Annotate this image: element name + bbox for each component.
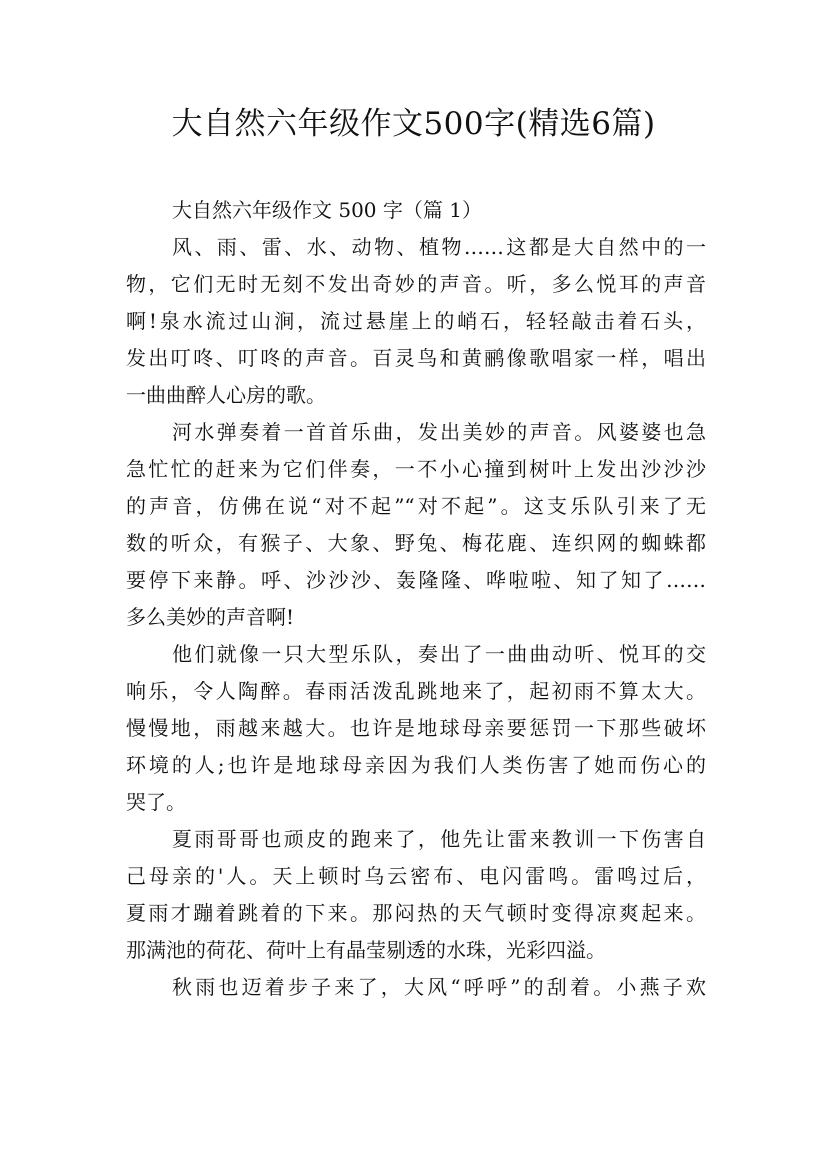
text-line: 多么美妙的声音啊! bbox=[126, 605, 295, 629]
text-line: 响乐，令人陶醉。春雨活泼乱跳地来了，起初雨不算太大。 bbox=[126, 679, 706, 703]
text-line: 数的听众，有猴子、大象、野兔、梅花鹿、连织网的蜘蛛都 bbox=[126, 531, 706, 555]
text-line: 秋雨也迈着步子来了，大风“呼呼”的刮着。小燕子欢 bbox=[172, 975, 706, 999]
text-line: 环境的人;也许是地球母亲因为我们人类伤害了她而伤心的 bbox=[126, 753, 706, 777]
text-line: 他们就像一只大型乐队，奏出了一曲曲动听、悦耳的交 bbox=[172, 642, 706, 666]
text-line: 的声音，仿佛在说“对不起”“对不起”。这支乐队引来了无 bbox=[126, 494, 706, 518]
text-line: 己母亲的'人。天上顿时乌云密布、电闪雷鸣。雷鸣过后， bbox=[126, 864, 706, 888]
text-line: 风、雨、雷、水、动物、植物……这都是大自然中的一 bbox=[172, 235, 706, 259]
section-heading: 大自然六年级作文 500 字（篇 1） bbox=[172, 198, 482, 222]
text-line: 啊!泉水流过山涧，流过悬崖上的峭石，轻轻敲击着石头， bbox=[126, 309, 706, 333]
text-line: 一曲曲醉人心房的歌。 bbox=[126, 383, 326, 407]
text-line: 哭了。 bbox=[126, 790, 186, 814]
text-line: 河水弹奏着一首首乐曲，发出美妙的声音。风婆婆也急 bbox=[172, 420, 706, 444]
text-line: 夏雨哥哥也顽皮的跑来了，他先让雷来教训一下伤害自 bbox=[172, 827, 706, 851]
text-line: 急忙忙的赶来为它们伴奏，一不小心撞到树叶上发出沙沙沙 bbox=[126, 457, 706, 481]
text-line: 那满池的荷花、荷叶上有晶莹剔透的水珠，光彩四溢。 bbox=[126, 938, 606, 962]
text-line: 发出叮咚、叮咚的声音。百灵鸟和黄鹂像歌唱家一样，唱出 bbox=[126, 346, 706, 370]
text-line: 慢慢地，雨越来越大。也许是地球母亲要惩罚一下那些破坏 bbox=[126, 716, 706, 740]
text-line: 物，它们无时无刻不发出奇妙的声音。听，多么悦耳的声音 bbox=[126, 272, 706, 296]
text-line: 要停下来静。呼、沙沙沙、轰隆隆、哗啦啦、知了知了…… bbox=[126, 568, 706, 592]
text-line: 夏雨才蹦着跳着的下来。那闷热的天气顿时变得凉爽起来。 bbox=[126, 901, 706, 925]
document-body bbox=[126, 192, 706, 1006]
document-title: 大自然六年级作文500字(精选6篇) bbox=[171, 106, 656, 142]
